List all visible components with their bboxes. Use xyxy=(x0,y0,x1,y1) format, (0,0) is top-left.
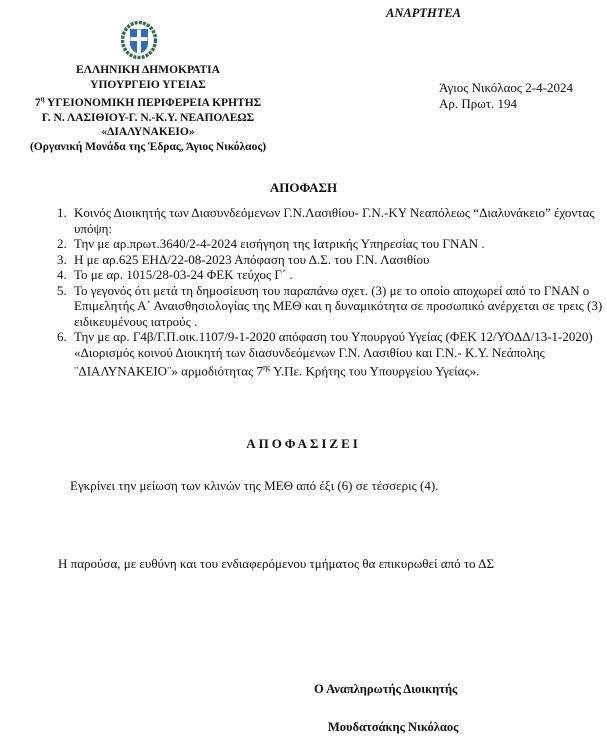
letterhead-ministry: ΥΠΟΥΡΓΕΙΟ ΥΓΕΙΑΣ xyxy=(90,78,206,91)
list-item: 1. Κοινός Διοικητής των Διασυνδεόμενων Γ.Ν.Λασιθίου- Γ.Ν.-ΚΥ Νεαπόλεως “Διαλυνάκειο” έχοντας υπόψη: xyxy=(70,205,607,236)
list-item: 6. Την με αρ. Γ4β/Γ.Π.οικ.1107/9-1-2020 απόφαση του Υπουργού Υγείας (ΦΕΚ 12/ΥΟΔΔ/13-1-2020) «Διορισμός κοινού Διοικητή των διασυνδεόμενων Γ.Ν. Λασιθίου και Γ.Ν.- Κ.Υ. Νεάπολης ¨ΔΙΑΛΥΝΑΚΕΙΟ¨» αρμοδιότητας $7^{\eta\varsigma}$ Υ.Πε. Κρήτης του Υπουργείου Υγείας». xyxy=(70,329,607,379)
place-date: Άγιος Νικόλαος 2-4-2024 xyxy=(439,80,573,95)
letterhead-hospital-name: «ΔΙΑΛΥΝΑΚΕΙΟ» xyxy=(101,126,195,139)
ratification-note: Η παρούσα, με ευθύνη και του ενδιαφερόμενου τμήματος θα επικυρωθεί από το ΔΣ xyxy=(58,556,495,571)
letterhead-unit: (Οργανική Μονάδα της Έδρας, Άγιος Νικόλαος) xyxy=(29,140,267,153)
letterhead-region: $7^\eta$ ΥΓΕΙΟΝΟΜΙΚΗ ΠΕΡΙΦΕΡΕΙΑ ΚΡΗΤΗΣ xyxy=(34,95,262,110)
greek-coat-of-arms-icon xyxy=(121,21,157,59)
letterhead-country: ΕΛΛΗΝΙΚΗ ΔΗΜΟΚΡΑΤΙΑ xyxy=(76,64,220,76)
decides-heading: ΑΠΟΦΑΣΙΖΕΙ xyxy=(246,436,361,451)
letterhead-hospital: Γ. Ν. ΛΑΣΙΘΙΟΥ-Γ. Ν.-Κ.Υ. ΝΕΑΠΟΛΕΩΣ xyxy=(41,111,255,124)
signatory-role: Ο Αναπληρωτής Διοικητής xyxy=(314,682,458,696)
document-title: ΑΠΟΦΑΣΗ xyxy=(269,180,338,195)
decision-text: Εγκρίνει την μείωση των κλινών της ΜΕΘ από έξι (6) σε τέσσερις (4). xyxy=(70,478,439,493)
list-item: 3. Η με αρ.625 ΕΗΔ/22-08-2023 Απόφαση του Δ.Σ. του Γ.Ν. Λασιθίου xyxy=(70,252,607,268)
list-item: 2. Την με αρ.πρωτ.3640/2-4-2024 εισήγηση της Ιατρικής Υπηρεσίας του ΓΝΑΝ . xyxy=(70,236,607,252)
protocol-number: Αρ. Πρωτ. 194 xyxy=(439,95,518,111)
list-item: 5. Το γεγονός ότι μετά τη δημοσίευση του παραπάνω σχετ. (3) με το οποίο αποχωρεί από το ΓΝΑΝ ο Επιμελητής Α΄ Αναισθησιολογίας της ΜΕΘ και η δυναμικότητα σε προσωπικό ανέρχεται σε τρεις (3) ειδικευμένους ιατρούς . xyxy=(70,283,607,330)
list-item: 4. Το με αρ. 1015/28-03-24 ΦΕΚ τεύχος Γ΄ . xyxy=(70,267,607,283)
document-meta xyxy=(439,80,573,111)
letterhead xyxy=(0,63,296,154)
considerations-list xyxy=(20,205,607,379)
signatory-name: Μουδατσάκης Νικόλαος xyxy=(328,720,459,734)
posting-stamp: ΑΝΑΡΤΗΤΕΑ xyxy=(386,6,462,20)
